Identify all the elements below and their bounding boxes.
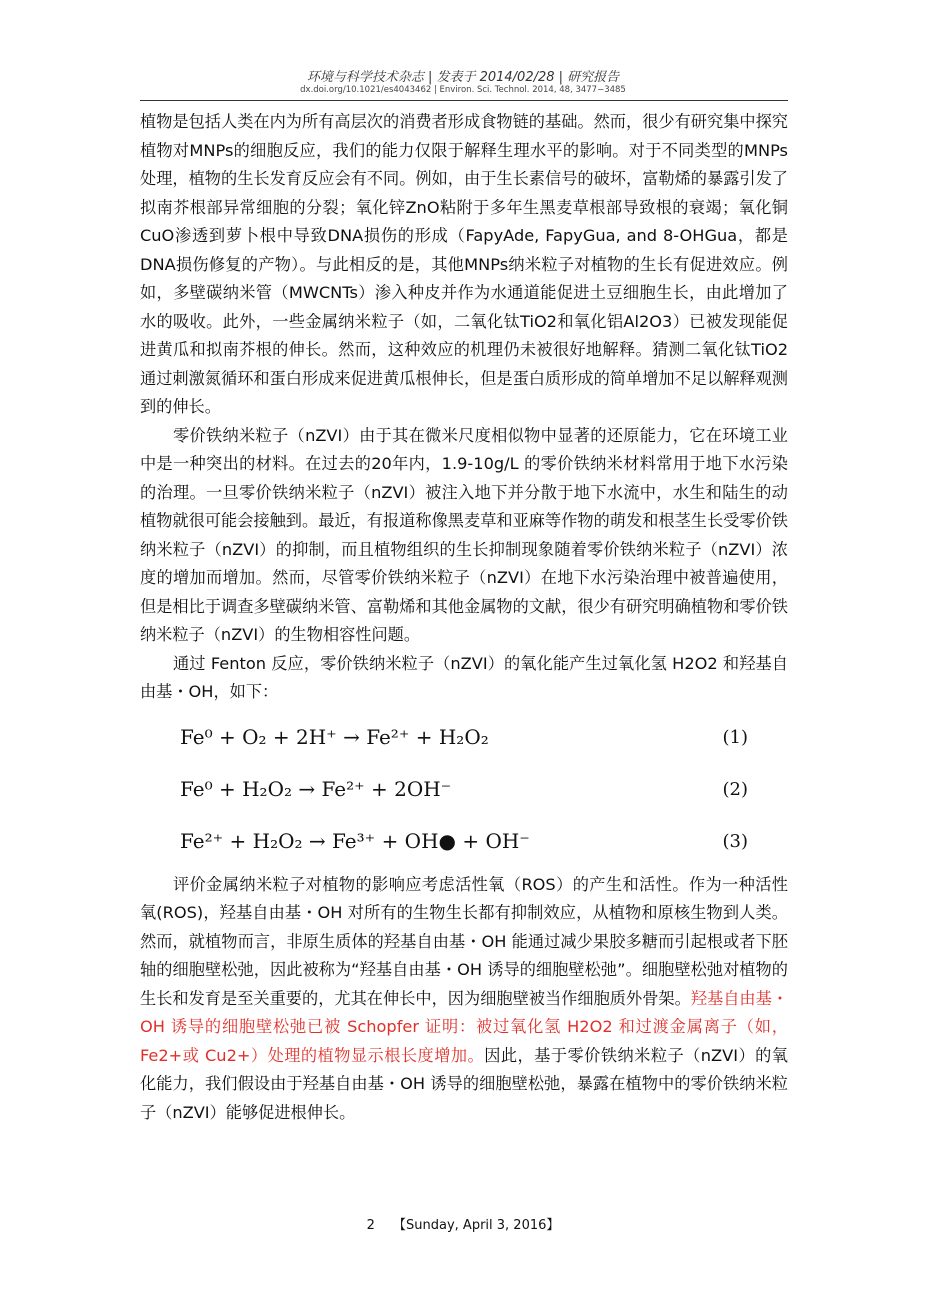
equation-1	[140, 715, 788, 767]
doi-line: dx.doi.org/10.1021/es4043462 | Environ. Sci. Technol. 2014, 48, 3477−3485	[300, 85, 626, 95]
equation-formula: Fe⁰ + O₂ + 2H⁺ → Fe²⁺ + H₂O₂	[180, 724, 489, 749]
paragraph-4-end: 因此，基于零价铁纳米粒子（nZVI）的氧化能力，我们假设由于羟基自由基・OH 诱导的细胞壁松弛，暴露在植物中的零价铁纳米粒子（nZVI）能够促进根伸长。	[140, 1045, 788, 1122]
equation-number: (2)	[722, 778, 748, 800]
footer-date: 【Sunday, April 3, 2016】	[393, 1218, 560, 1233]
paragraph-1: 植物是包括人类在内为所有高层次的消费者形成食物链的基础。然而，很少有研究集中探究植物对MNPs的细胞反应，我们的能力仅限于解释生理水平的影响。对于不同类型的MNPs处理，植物的生长发育反应会有不同。例如，由于生长素信号的破坏，富勒烯的暴露引发了拟南芥根部异常细胞的分裂；氧化锌ZnO粘附于多年生黑麦草根部导致根的衰竭；氧化铜CuO渗透到萝卜根中导致DNA损伤的形成（FapyAde, FapyGua, and 8-OHGua，都是DNA损伤修复的产物）。与此相反的是，其他MNPs纳米粒子对植物的生长有促进效应。例如，多壁碳纳米管（MWCNTs）渗入种皮并作为水通道能促进土豆细胞生长，由此增加了水的吸收。此外，一些金属纳米粒子（如，二氧化钛TiO2和氧化铝Al2O3）已被发现能促进黄瓜和拟南芥根的伸长。然而，这种效应的机理仍未被很好地解释。猜测二氧化钛TiO2通过刺激氮循环和蛋白形成来促进黄瓜根伸长，但是蛋白质形成的简单增加不足以解释观测到的伸长。	[140, 112, 788, 416]
paragraph-2: 零价铁纳米粒子（nZVI）由于其在微米尺度相似物中显著的还原能力，它在环境工业中是一种突出的材料。在过去的20年内，1.9-10g/L 的零价铁纳米材料常用于地下水污染的治理。一旦零价铁纳米粒子（nZVI）被注入地下并分散于地下水流中，水生和陆生的动植物就很可能会接触到。最近，有报道称像黑麦草和亚麻等作物的萌发和根茎生长受零价铁纳米粒子（nZVI）的抑制，而且植物组织的生长抑制现象随着零价铁纳米粒子（nZVI）浓度的增加而增加。然而，尽管零价铁纳米粒子（nZVI）在地下水污染治理中被普遍使用，但是相比于调查多壁碳纳米管、富勒烯和其他金属物的文献，很少有研究明确植物和零价铁纳米粒子（nZVI）的生物相容性问题。	[140, 425, 788, 644]
header-divider	[140, 100, 788, 101]
equation-formula: Fe²⁺ + H₂O₂ → Fe³⁺ + OH● + OH⁻	[180, 828, 530, 853]
equation-3	[140, 819, 788, 871]
paragraph-4-text: 评价金属纳米粒子对植物的影响应考虑活性氧（ROS）的产生和活性。作为一种活性氧(ROS)，羟基自由基・OH 对所有的生物生长都有抑制效应，从植物和原核生物到人类。然而，就植物而言，非原生质体的羟基自由基・OH 能通过减少果胶多糖而引起根或者下胚轴的细胞壁松弛，因此被称为“羟基自由基・OH 诱导的细胞壁松弛”。细胞壁松弛对植物的生长和发育是至关重要的，尤其在伸长中，因为细胞壁被当作细胞质外骨架。	[140, 874, 788, 1008]
paragraph-4	[140, 871, 788, 1128]
equation-2	[140, 767, 788, 819]
equation-block	[140, 715, 788, 871]
paragraph-3: 通过 Fenton 反应，零价铁纳米粒子（nZVI）的氧化能产生过氧化氢 H2O2 和羟基自由基・OH，如下：	[140, 653, 788, 701]
journal-header: 环境与科学技术杂志 | 发表于 2014/02/28 | 研究报告	[306, 70, 620, 85]
highlighted-text: 羟基自由基・OH 诱导的细胞壁松弛已被 Schopfer 证明：被过氧化氢 H2O2 和过渡金属离子（如，Fe2+或 Cu2+）处理的植物显示根长度增加。	[140, 988, 789, 1065]
page-footer	[0, 1214, 926, 1233]
equation-number: (1)	[722, 726, 748, 748]
equation-number: (3)	[722, 830, 748, 852]
document-body	[140, 108, 788, 1127]
page-number: 2	[366, 1218, 375, 1233]
equation-formula: Fe⁰ + H₂O₂ → Fe²⁺ + 2OH⁻	[180, 776, 452, 801]
